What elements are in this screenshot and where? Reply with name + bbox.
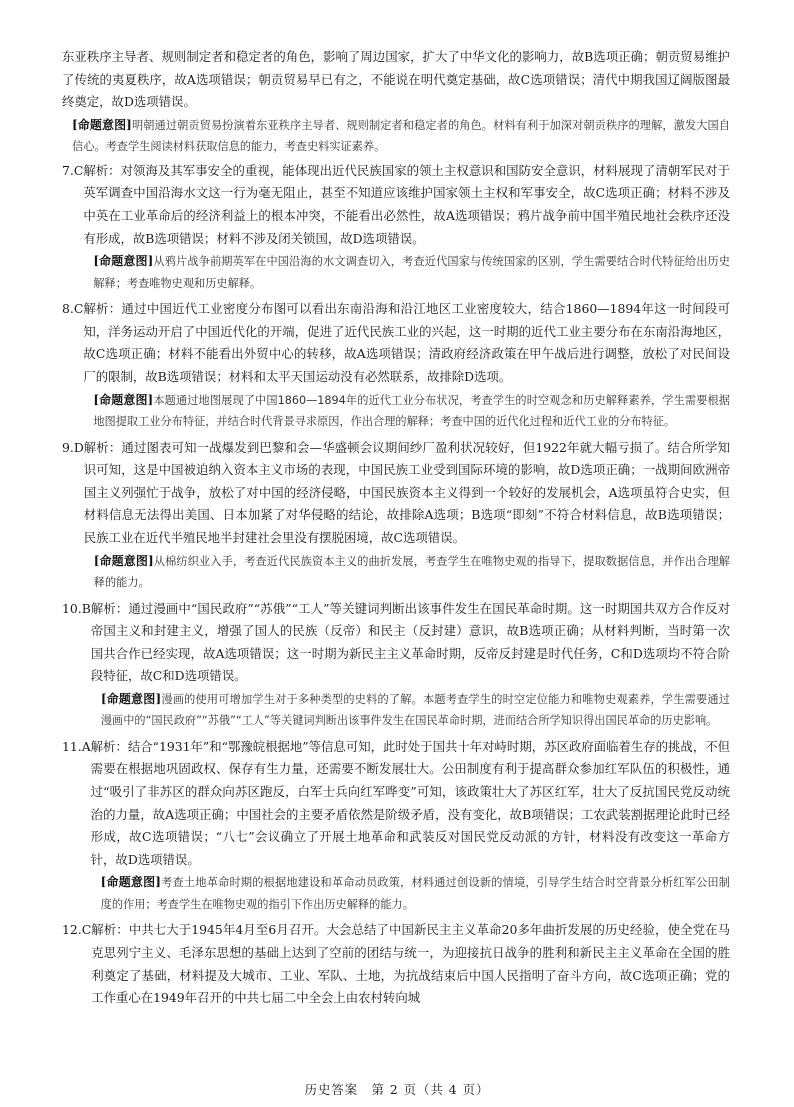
intent-tag: [命题意图] [72,117,132,132]
intent-tag: [命题意图] [100,691,162,706]
intent-text: 漫画的使用可增加学生对于多种类型的史料的了解。本题考查学生的时空定位能力和唯物史观素养，学生需要通过漫画中的“国民政府”“苏俄”“工人”等关键词判断出该事件发生在国民革命时期，进而结合所学知识得出国民革命的历史影响。 [100,692,730,728]
intent-note [93,390,730,433]
answer-item-9 [62,437,730,596]
answer-item-7 [62,160,730,296]
answer-number: 11.A [62,738,91,754]
analysis-text: 解析：中共七大于1945年4月至6月召开。大会总结了中国新民主主义革命20多年曲折发展的历史经验，使全党在马克思列宁主义、毛泽东思想的基础上达到了空前的团结与统一，为迎接抗日战争的胜利和新民主主义革命在全国的胜利奠定了基础，材料提及大城市、工业、军队、土地，为抗战结束后中国人民指明了奋斗方向，故C选项正确；党的工作重心在1949年召开的中共七届二中全会上由农村转向城 [91,922,730,1006]
analysis-text: 解析：通过中国近代工业密度分布图可以看出东南沿海和沿江地区工业密度较大，结合1860—1894年这一时间段可知，洋务运动开启了中国近代化的开端，促进了近代民族工业的兴起，这一时期的近代工业主要分布在东南沿海地区，故C选项正确；材料不能看出外贸中心的转移，故A选项错误；清政府经济政策在甲午战后进行调整，放松了对民间设厂的限制，故B选项错误；材料和太平天国运动没有必然联系，故排除D选项。 [83,301,730,384]
intent-tag: [命题意图] [93,392,154,407]
answer-number: 10.B [62,600,91,616]
answer-number: 7.C [62,162,84,178]
intent-text: 从棉纺织业入手，考查近代民族资本主义的曲折发展，考查学生在唯物史观的指导下，提取数据信息，并作出合理解释的能力。 [93,554,730,589]
continued-answer [62,46,730,158]
intent-note [101,689,730,732]
intent-text: 考查土地革命时期的根据地建设和革命动员政策，材料通过创设新的情境，引导学生结合时空背景分析红军公田制度的作用；考查学生在唯物史观的指引下作出历史解释的能力。 [100,876,730,911]
answer-item-11 [62,736,730,918]
continued-analysis: 东亚秩序主导者、规则制定者和稳定者的角色，影响了周边国家，扩大了中华文化的影响力，故B选项正确；朝贡贸易维护了传统的夷夏秩序，故A选项错误；朝贡贸易早已有之，不能说在明代奠定基础，故C选项错误；清代中期我国辽阔版图最终奠定，故D选项错误。 [62,49,730,110]
intent-note [93,251,730,294]
answer-item-12 [62,919,730,1009]
intent-tag: [命题意图] [93,553,154,568]
analysis-text: 解析：结合“1931年”和“鄂豫皖根据地”等信息可知，此时处于国共十年对峙时期，苏区政府面临着生存的挑战，不但需要在根据地巩固政权、保存有生力量，还需要不断发展壮大。公田制度有利于提高群众参加红军队伍的积极性，通过“吸引了非苏区的群众向苏区跑反，白军士兵向红军哗变”可知，该政策壮大了苏区红军，壮大了反抗国民党反动统治的力量，故A选项正确；中国社会的主要矛盾依然是阶级矛盾，没有变化，故B项错误；工农武装割据理论此时已经形成，故C选项错误；“八七”会议确立了开展土地革命和武装反对国民党反动派的方针，材料没有改变这一革命方针，故D选项错误。 [90,738,730,867]
analysis-text: 解析：通过图表可知一战爆发到巴黎和会—华盛顿会议期间纱厂盈利状况较好，但1922年就大幅亏损了。结合所学知识可知，这是中国被迫纳入资本主义市场的表现，中国民族工业受到国际环境的影响，故D选项正确；一战期间欧洲帝国主义列强忙于战争，放松了对中国的经济侵略，中国民族资本主义得到一个较好的发展机会，A选项虽符合史实，但材料信息无法得出美国、日本加紧了对华侵略的结论，故排除A选项；B选项“即刻”不符合材料信息，故B选项错误；民族工业在近代半殖民地半封建社会里没有摆脱困境，故C选项错误。 [83,439,730,545]
analysis-text: 解析：通过漫画中“国民政府”“苏俄”“工人”等关键词判断出该事件发生在国民革命时期。这一时期国共双方合作反对帝国主义和封建主义，增强了国人的民族（反帝）和民主（反封建）意识，故B选项正确；从材料判断，当时第一次国共合作已经实现，故A选项错误；这一时期为新民主主义革命时期，反帝反封建是时代任务，C和D选项均不符合阶段特征，故C和D选项错误。 [90,600,730,684]
analysis-text: 解析：对领海及其军事安全的重视，能体现出近代民族国家的领土主权意识和国防安全意识，材料展现了清朝军民对于英军调查中国沿海水文这一行为毫无阻止，甚至不知道应该维护国家领土主权和军事安全，故C选项正确；材料不涉及中英在工业革命后的经济利益上的根本冲突，不能看出必然性，故A选项错误；鸦片战争前中国半殖民地社会秩序还没有形成，故B选项错误；材料不涉及闭关锁国，故D选项错误。 [83,162,730,246]
intent-note [94,551,730,594]
intent-tag: [命题意图] [93,254,154,269]
page-footer: 历史答案 第 2 页（共 4 页） [304,1082,490,1097]
answer-item-10 [62,598,730,734]
answer-number: 9.D [62,439,84,455]
answer-item-8 [62,298,730,434]
intent-text: 明朝通过朝贡贸易扮演着东亚秩序主导者、规则制定者和稳定者的角色。材料有利于加深对朝贡秩序的理解，激发大国自信心。考查学生阅读材料获取信息的能力，考查史料实证素养。 [72,118,730,154]
answer-number: 8.C [62,301,84,317]
intent-text: 从鸦片战争前期英军在中国沿海的水文调查切入，考查近代国家与传统国家的区别，学生需要结合时代特征给出历史解释；考查唯物史观和历史解释。 [93,255,730,290]
intent-text: 本题通过地图展现了中国1860—1894年的近代工业分布状况，考查学生的时空观念和历史解释素养，学生需要根据地图提取工业分布特征，并结合时代背景寻求原因，作出合理的解释；考查中国的近代化过程和近代工业的分布特征。 [93,393,730,429]
intent-tag: [命题意图] [100,875,161,890]
intent-note [101,872,730,915]
intent-note [72,115,730,158]
answer-number: 12.C [62,922,92,938]
